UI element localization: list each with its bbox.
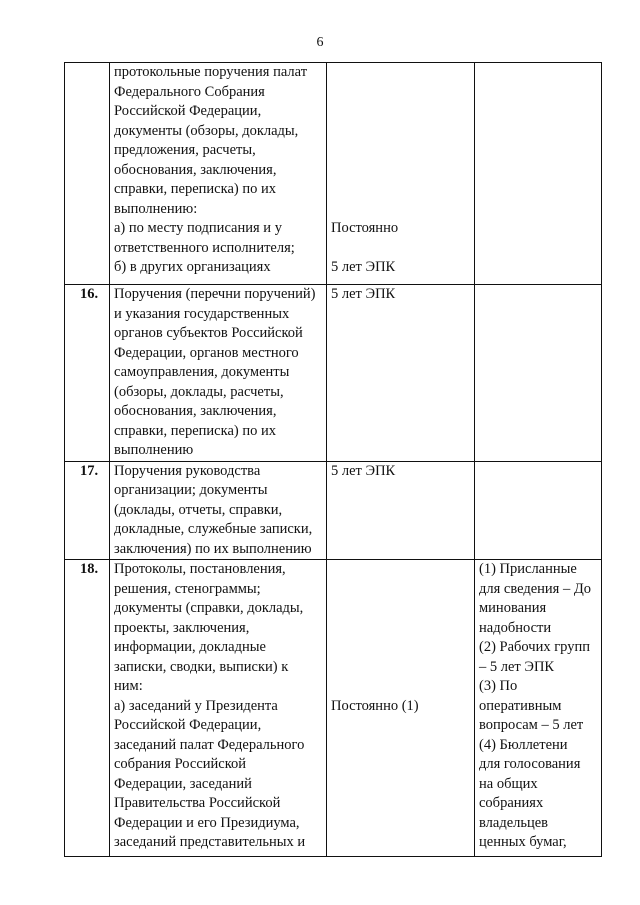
- text-line: для голосования: [479, 756, 581, 772]
- text-line: справки, переписка) по их: [114, 422, 276, 439]
- table-row: [65, 461, 602, 560]
- text-line: заседаний представительных и: [114, 834, 306, 850]
- row-retention-period: [327, 285, 475, 462]
- records-table: [64, 62, 602, 857]
- period-b: 5 лет ЭПК: [331, 259, 396, 275]
- page-number: 6: [316, 35, 324, 50]
- text-line: Российской Федерации,: [114, 717, 262, 733]
- text-line: ценных бумаг,: [479, 834, 567, 850]
- text-line: предложения, расчеты,: [114, 142, 256, 158]
- period-a: Постоянно: [331, 220, 399, 236]
- row-number: [65, 63, 110, 285]
- text-line: обоснования, заключения,: [114, 161, 277, 178]
- row-number: 18.: [65, 560, 110, 857]
- row-description: [110, 285, 327, 462]
- text-line: Федерации, органов местного: [114, 344, 299, 361]
- text-line: и указания государственных: [114, 305, 290, 322]
- table-row: [65, 63, 602, 285]
- text-line: документы (обзоры, доклады,: [114, 122, 299, 139]
- text-line: на общих: [479, 775, 538, 792]
- text-line: собрания Российской: [114, 756, 247, 772]
- row-note: [475, 560, 602, 857]
- row-description: [110, 560, 327, 857]
- text-line: справки, переписка) по их: [114, 181, 276, 197]
- table-row: [65, 285, 602, 462]
- text-line: а) по месту подписания и у: [114, 220, 282, 236]
- period: 5 лет ЭПК: [331, 462, 396, 479]
- text-line: заседаний палат Федерального: [114, 736, 305, 753]
- row-note: [475, 63, 602, 285]
- row-description: [110, 63, 327, 285]
- text-line: Федерации, заседаний: [114, 775, 252, 792]
- text-line: вопросам – 5 лет: [479, 717, 584, 733]
- text-line: обоснования, заключения,: [114, 403, 277, 419]
- text-line: Федерации и его Президиума,: [114, 814, 300, 831]
- row-retention-period: [327, 63, 475, 285]
- text-line: надобности: [479, 619, 552, 636]
- text-line: (доклады, отчеты, справки,: [114, 501, 283, 518]
- text-line: организации; документы: [114, 482, 268, 498]
- text-line: записки, сводки, выписки) к: [114, 658, 289, 675]
- text-line: Поручения руководства: [114, 462, 261, 479]
- row-number: 16.: [65, 285, 110, 462]
- text-line: собраниях: [479, 795, 544, 811]
- text-line: заключения) по их выполнению: [114, 540, 312, 557]
- text-line: ответственного исполнителя;: [114, 239, 295, 256]
- text-line: (3) По: [479, 678, 518, 694]
- text-line: – 5 лет ЭПК: [479, 658, 555, 675]
- row-note: [475, 461, 602, 560]
- text-line: выполнению:: [114, 200, 198, 217]
- period: Постоянно (1): [331, 697, 419, 714]
- text-line: самоуправления, документы: [114, 364, 290, 380]
- row-note: [475, 285, 602, 462]
- text-line: Федерального Собрания: [114, 83, 265, 100]
- text-line: б) в других организациях: [114, 259, 271, 275]
- text-line: владельцев: [479, 814, 549, 831]
- text-line: (обзоры, доклады, расчеты,: [114, 383, 284, 400]
- text-line: проекты, заключения,: [114, 619, 250, 636]
- row-number: 17.: [65, 461, 110, 560]
- text-line: решения, стенограммы;: [114, 580, 261, 597]
- period: 5 лет ЭПК: [331, 286, 396, 302]
- text-line: органов субъектов Российской: [114, 325, 303, 341]
- text-line: протокольные поручения палат: [114, 64, 308, 80]
- text-line: Правительства Российской: [114, 795, 281, 811]
- row-description: [110, 461, 327, 560]
- row-retention-period: [327, 461, 475, 560]
- text-line: Российской Федерации,: [114, 103, 262, 119]
- text-line: Протоколы, постановления,: [114, 561, 286, 577]
- text-line: (4) Бюллетени: [479, 736, 568, 753]
- text-line: Поручения (перечни поручений): [114, 286, 316, 302]
- text-line: для сведения – До: [479, 580, 591, 597]
- text-line: оперативным: [479, 697, 562, 714]
- table-row: [65, 560, 602, 857]
- text-line: а) заседаний у Президента: [114, 697, 278, 714]
- text-line: документы (справки, доклады,: [114, 600, 304, 616]
- text-line: минования: [479, 600, 547, 616]
- text-line: (2) Рабочих групп: [479, 639, 590, 655]
- text-line: докладные, служебные записки,: [114, 521, 313, 537]
- text-line: выполнению: [114, 442, 194, 458]
- text-line: информации, докладные: [114, 639, 266, 655]
- text-line: (1) Присланные: [479, 561, 577, 577]
- text-line: ним:: [114, 678, 143, 694]
- row-retention-period: [327, 560, 475, 857]
